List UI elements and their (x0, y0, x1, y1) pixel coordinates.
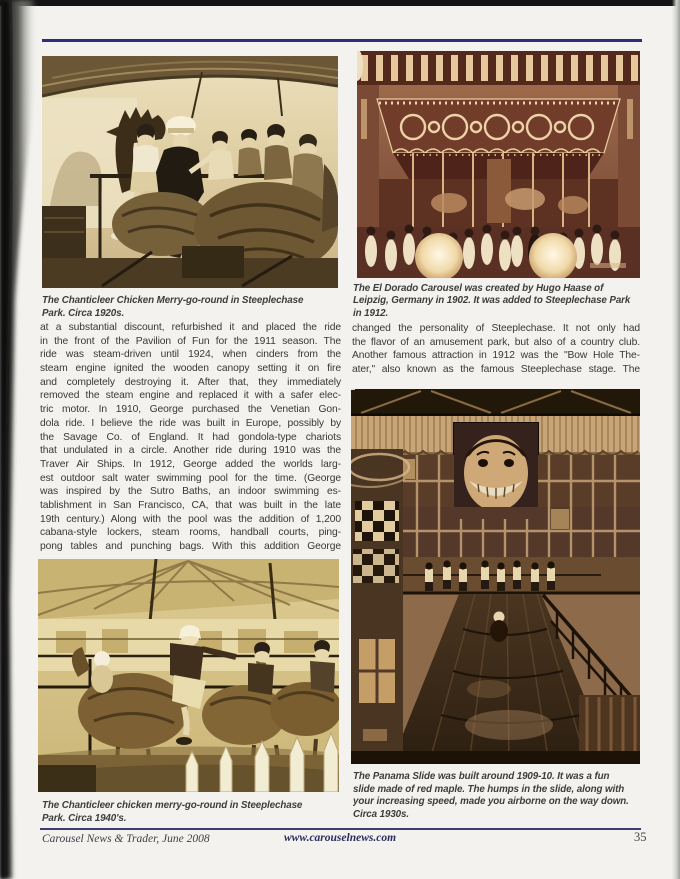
text-line: steam engine ignited the wooden canopy setting it on fire (40, 363, 341, 375)
text-line: in the front of the Pavilion of Fun for the 1911 season. The (40, 335, 341, 347)
funny-face-banner (454, 423, 538, 519)
text-line: Traver Air Ships. In 1912, George added the worlds larg- (40, 458, 341, 470)
carousel-crown (377, 99, 620, 153)
article-column-left (40, 321, 341, 554)
text-line: and completely destroying it. After that, they immediately (40, 376, 341, 388)
carousel-interior (379, 153, 618, 231)
text-line: 19th century.) Along with the pool was the addition of 1,200 (40, 513, 341, 525)
text-line: at a substantial discount, refurbished it and placed the ride (40, 322, 341, 333)
caption-chanticleer-1940s (42, 799, 339, 825)
text-line: that undulated in a circle. Another ride during 1910 was the (40, 445, 341, 457)
caption-chanticleer-1920s (42, 294, 339, 320)
text-line: Another famous attraction in 1912 was the "Bow Hole The- (352, 350, 640, 362)
text-line: in 1912. (353, 307, 389, 319)
left-tower (351, 449, 409, 764)
text-line: ride was steam-driven until 1924, when cinders from the (40, 349, 341, 361)
photo-chanticleer-1920s-illustration (42, 56, 338, 288)
clerestory-windows (357, 51, 640, 85)
photo-panama-slide-illustration (351, 389, 640, 764)
text-line: pong tables and punching bags. With this addition George (40, 541, 341, 552)
article-column-right (352, 322, 640, 377)
footer-website-url: www.carouselnews.com (283, 832, 397, 844)
text-line: your increasing speed, made you airborne on the way down. (353, 796, 629, 808)
photo-chanticleer-merry-go-round-1920s (42, 56, 338, 288)
caption-el-dorado (353, 283, 645, 320)
text-line: Leipzig, Germany in 1902. It was added to Steeplechase Park (353, 295, 631, 307)
text-line: The Chanticleer Chicken Merry-go-round in Steeplechase (42, 295, 304, 306)
photo-el-dorado-carousel (357, 51, 640, 278)
text-line: est outdoor salt water swimming pool for the time. (George (40, 472, 341, 484)
text-line: slide made of red maple. The humps in the slide, along with (353, 783, 625, 795)
photo-chanticleer-1940s-illustration (38, 559, 339, 792)
page-number: 35 (634, 830, 647, 844)
footer-rule (40, 828, 641, 830)
roof-trusses (351, 389, 640, 415)
text-line: ater," also known as the famous Steeplechase stage. The (352, 364, 640, 376)
text-line: cabana-style lockers, steam rooms, handball courts, ping- (40, 527, 341, 539)
text-line: changed the personality of Steeplechase. It not only had (352, 323, 640, 334)
photographer-mark (590, 263, 626, 268)
text-line: The Chanticleer chicken merry-go-round in Steeplechase (42, 800, 303, 811)
header-rule (42, 39, 642, 42)
text-line: Circa 1930s. (353, 809, 409, 821)
caption-panama-slide (353, 771, 645, 822)
text-line: dola ride. I believe the ride was built in Europe, possibly by (40, 417, 341, 429)
photo-panama-slide (351, 389, 640, 764)
text-line: removed the steam engine and replaced it with a safer elec- (40, 390, 341, 402)
text-line: The Panama Slide was built around 1909-10. It was a fun (353, 771, 610, 782)
photo-el-dorado-illustration (357, 51, 640, 278)
text-line: the Savage Co. of England. It had gondola-type chariots (40, 431, 341, 443)
text-line: The El Dorado Carousel was created by Hugo Haase of (353, 283, 604, 294)
footer-publication: Carousel News & Trader, June 2008 (42, 833, 210, 845)
text-line: tablishment in San Francisco, CA, that was built in the late (40, 499, 341, 511)
scan-right-edge (672, 0, 680, 879)
scan-top-edge (0, 0, 680, 6)
photo-chanticleer-merry-go-round-1940s (38, 559, 339, 792)
text-line: Park. Circa 1920s. (42, 308, 125, 319)
text-line: tric motor. In 1910, George purchased the Venetian Gon- (40, 404, 341, 416)
text-line: Park. Circa 1940's. (42, 813, 127, 824)
text-line: the flavor of an amusement park, but also of a country club. (352, 336, 640, 348)
text-line: was inspired by the Sutro Baths, an indoor swimming es- (40, 486, 341, 498)
